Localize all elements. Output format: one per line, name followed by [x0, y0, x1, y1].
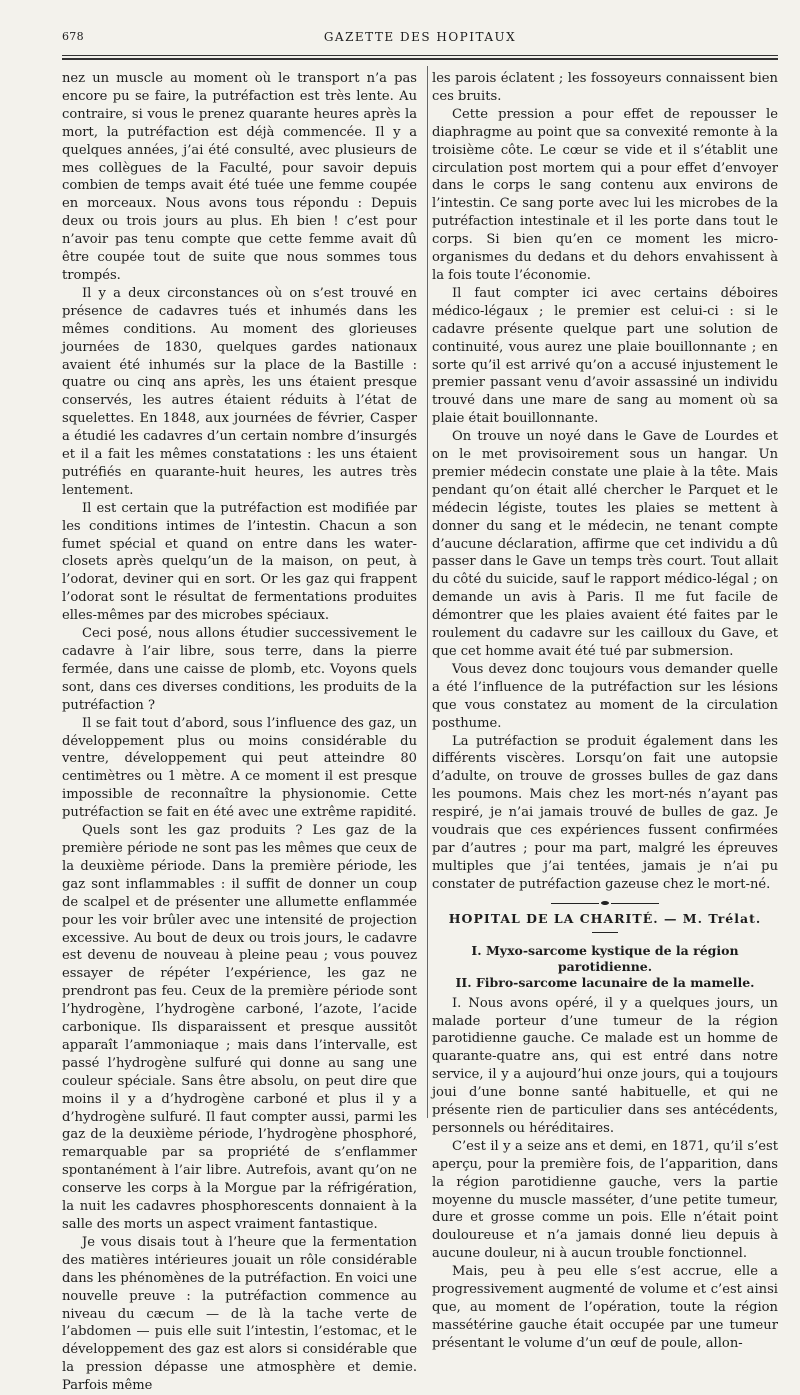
short-rule: [592, 932, 618, 933]
case-title-1: I. Myxo-sarcome kystique de la région parotidienne.: [471, 942, 739, 974]
case-title-2: II. Fibro-sarcome lacunaire de la mamelle.: [455, 974, 755, 990]
paragraph: Il se fait tout d’abord, sous l’influence des gaz, un développement plus ou moins considérable du ventre, développement qui peut atteindre 80 centimètres ou 1 mètre. A ce moment il est presque impossible de reconnaître la physionomie. Cette putréfaction se fait en été avec une extrême rapidité.: [62, 715, 417, 821]
page-header: [62, 30, 778, 52]
paragraph: Mais, peu à peu elle s’est accrue, elle a progressivement augmenté de volume et c’est ainsi que, au moment de l’opération, toute la région massétérine gauche était occupée par une tumeur présentant le volume d’un œuf de poule, allon-: [432, 1264, 778, 1351]
paragraph: Il est certain que la putréfaction est modifiée par les conditions intimes de l’intestin. Chacun a son fumet spécial et quand on entre dans les water-closets après quelqu’un de la maison, on peut, à l’odorat, deviner qui en sort. Or les gaz qui frappent l’odorat sont le résultat de fermentations produites elles-mêmes par des microbes spéciaux.: [62, 500, 417, 624]
paragraph: Il faut compter ici avec certains déboires médico-légaux ; le premier est celui-ci : si le cadavre présente quelque part une solution de continuité, vous aurez une plaie bouillonnante ; en sorte qu’il est arrivé qu’on a accusé injustement le premier passant venu d’avoir assassiné un individu trouvé dans une mare de sang au moment où sa plaie était bouillonnante.: [432, 285, 778, 427]
right-column: [432, 70, 778, 1353]
paragraph: I. Nous avons opéré, il y a quelques jours, un malade porteur d’une tumeur de la région parotidienne gauche. Ce malade est un homme de quarante-quatre ans, qui est entré dans notre service, il y a aujourd’hui onze jours, qui a toujours joui d’une bonne santé habituelle, et qui ne présente rien de particulier dans ses antécédents, personnels ou héréditaires.: [432, 995, 778, 1136]
column-divider: [427, 66, 428, 1118]
paragraph: On trouve un noyé dans le Gave de Lourdes et on le met provisoirement sous un hangar. Un premier médecin constate une plaie à la tête. Mais pendant qu’on était allé chercher le Parquet et le médecin légiste, toutes les plaies se mettent à donner du sang et le médecin, ne tenant compte d’aucune déclaration, affirme que cet individu a dû passer dans le Gave un temps très court. Tout allait du côté du suicide, sauf le rapport médico-légal ; on demande un avis à Paris. Il me fut facile de démontrer que les plaies avaient été faites par le roulement du cadavre sur les cailloux du Gave, et que cet homme avait été tué par submersion.: [432, 429, 778, 659]
header-rule-thin: [62, 55, 778, 56]
section-title: HOPITAL DE LA CHARITÉ. — M. Trélat.: [448, 910, 762, 926]
paragraph: La putréfaction se produit également dans les différents viscères. Lorsqu’on fait une autopsie d’adulte, on trouve de grosses bulles de gaz dans les poumons. Mais chez les mort-nés n’ayant pas respiré, je n’ai jamais trouvé de bulles de gaz. Je voudrais que ces expériences fussent confirmées par d’autres ; pour ma part, malgré les épreuves multiples que j’ai tentées, jamais je n’ai pu constater de putréfaction gazeuse chez le mort-né.: [432, 733, 778, 892]
paragraph: Cette pression a pour effet de repousser le diaphragme au point que sa convexité remonte à la troisième côte. Le cœur se vide et il s’établit une circulation post mortem qui a pour effet d’envoyer dans le corps le sang contenu aux environs de l’intestin. Ce sang porte avec lui les microbes de la putréfaction intestinale et il les porte dans tout le corps. Si bien qu’en ce moment les micro-organismes du dedans et du dehors envahissent à la fois toute l’économie.: [432, 106, 778, 283]
paragraph: Quels sont les gaz produits ? Les gaz de la première période ne sont pas les mêmes que ceux de la deuxième période. Dans la première période, les gaz sont inflammables : il suffit de donner un coup de scalpel et de présenter une allumette enflammée pour les voir brûler avec une intensité de projection excessive. Au bout de deux ou trois jours, le cadavre est devenu de nouveau à pleine peau ; vous pouvez essayer de répéter l’expérience, les gaz ne prendront pas feu. Ceux de la première période sont l’hydrogène, l’hydrogène carboné, l’azote, l’acide carbonique. Ils disparaissent et presque aussitôt apparaît l’ammoniaque ; mais dans l’intervalle, est passé l’hydrogène sulfuré qui donne au sang une couleur spéciale. Sans être absolu, on peut dire que moins il y a d’hydrogène carboné et plus il y a d’hydrogène sulfuré. Il faut compter aussi, parmi les gaz de la deuxième période, l’hydrogène phosphoré, remarquable par sa propriété de s’enflammer spontanément à l’air libre. Autrefois, avant qu’on ne conserve les corps à la Morgue par la réfrigération, la nuit les cadavres phosphorescents donnaient à la salle des morts un aspect vraiment fantastique.: [62, 823, 417, 1232]
left-column: [62, 70, 417, 1395]
header-rule-thick: [62, 58, 778, 60]
paragraph: Ceci posé, nous allons étudier successivement le cadavre à l’air libre, sous terre, dans la pierre fermée, dans une caisse de plomb, etc. Voyons quels sont, dans ces diverses conditions, les produits de la putréfaction ?: [62, 626, 417, 713]
paragraph: Il y a deux circonstances où on s’est trouvé en présence de cadavres tués et inhumés dans les mêmes conditions. Au moment des glorieuses journées de 1830, quelques gardes nationaux avaient été inhumés sur la place de la Bastille : quatre ou cinq ans après, les uns étaient presque conservés, les autres étaient réduits à l’état de squelettes. En 1848, aux journées de février, Casper a étudié les cadavres d’un certain nombre d’insurgés et il a fait les mêmes constatations : les uns étaient putréfiés en quarante-huit heures, les autres très lentement.: [62, 285, 417, 498]
running-title: GAZETTE DES HOPITAUX: [323, 30, 517, 44]
section-separator: [432, 900, 778, 908]
paragraph: Vous devez donc toujours vous demander quelle a été l’influence de la putréfaction sur les lésions que vous constatez au moment de la circulation posthume.: [432, 661, 778, 731]
page-number: 678: [62, 30, 84, 43]
paragraph: les parois éclatent ; les fossoyeurs connaissent bien ces bruits.: [432, 71, 778, 104]
paragraph: C’est il y a seize ans et demi, en 1871, qu’il s’est aperçu, pour la première fois, de l’apparition, dans la région parotidienne gauche, vers la partie moyenne du muscle masséter, d’une petite tumeur, dure et grosse comme un pois. Elle n’était point douloureuse et n’a jamais donné lieu depuis à aucune douleur, ni à aucun trouble fonctionnel.: [432, 1138, 778, 1262]
paragraph: nez un muscle au moment où le transport n’a pas encore pu se faire, la putréfaction est très lente. Au contraire, si vous le prenez quarante heures après la mort, la putréfaction est déjà commencée. Il y a quelques années, j’ai été consulté, avec plusieurs de mes collègues de la Faculté, pour savoir depuis combien de temps avait été tuée une femme coupée en morceaux. Nous avons tous répondu : Depuis deux ou trois jours au plus. Eh bien ! c’est pour n’avoir pas tenu compte que cette femme avait dû être coupée tout de suite que nous sommes tous trompés.: [62, 71, 417, 283]
paragraph: Je vous disais tout à l’heure que la fermentation des matières intérieures jouait un rôle considérable dans les phénomènes de la putréfaction. En voici une nouvelle preuve : la putréfaction commence au niveau du cæcum — de là la tache verte de l’abdomen — puis elle suit l’intestin, l’estomac, et le développement des gaz est alors si considérable que la pression dépasse une atmosphère et demie. Parfois même: [62, 1234, 417, 1394]
